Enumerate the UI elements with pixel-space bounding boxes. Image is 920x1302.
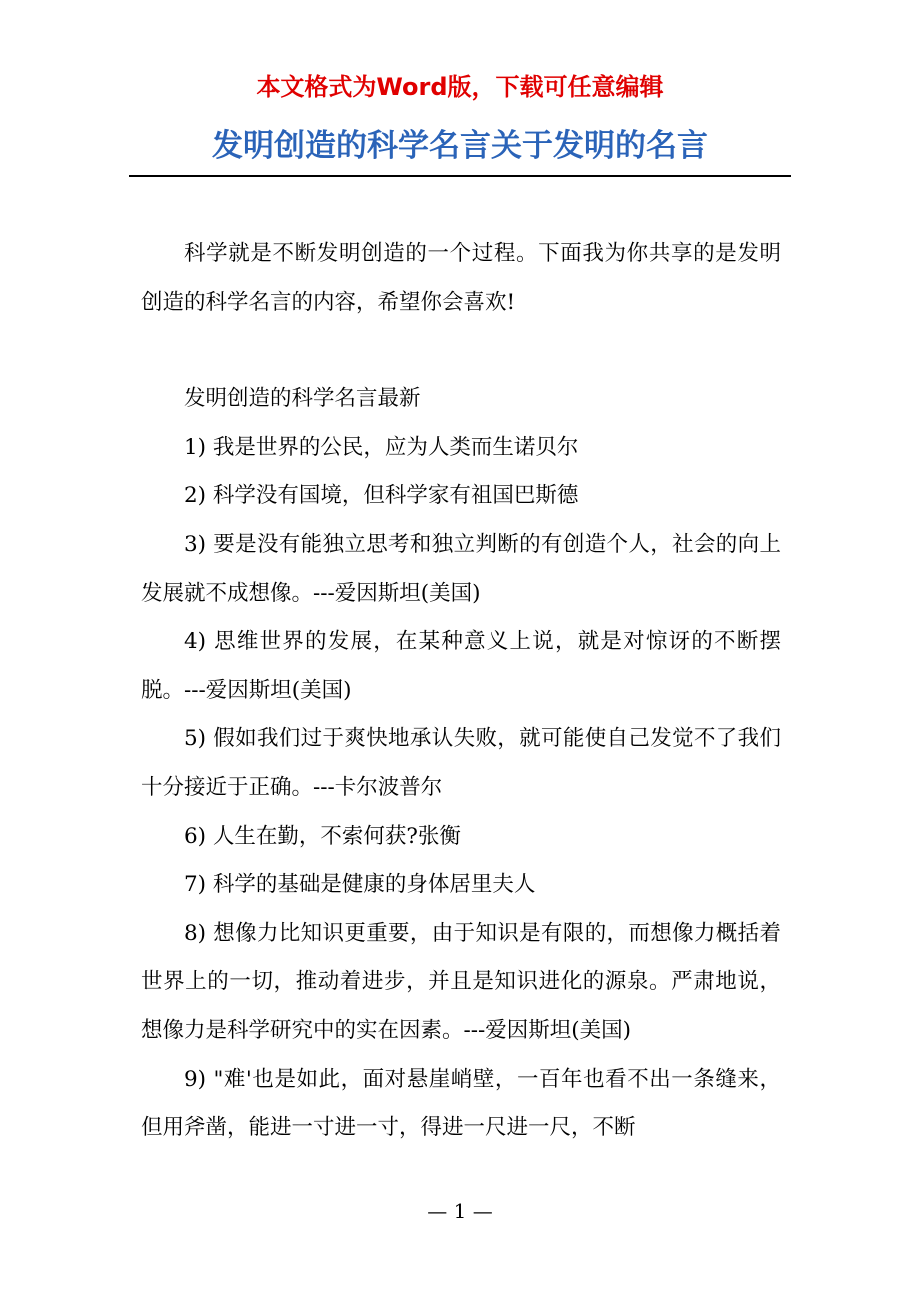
quote-item: 8) 想像力比知识更重要，由于知识是有限的，而想像力概括着世界上的一切，推动着进步，并且是知识进化的源泉。严肃地说，想像力是科学研究中的实在因素。---爱因斯坦(美国) [141, 920, 781, 1043]
page-number: — 1 — [427, 1199, 493, 1223]
title-divider [129, 175, 791, 177]
quote-item: 3) 要是没有能独立思考和独立判断的有创造个人，社会的向上发展就不成想像。---爱因斯坦(美国) [141, 531, 781, 606]
quote-item: 6) 人生在勤，不索何获?张衡 [184, 823, 461, 849]
intro-paragraph: 科学就是不断发明创造的一个过程。下面我为你共享的是发明创造的科学名言的内容，希望你会喜欢! [141, 241, 781, 315]
section-heading: 发明创造的科学名言最新 [184, 386, 421, 412]
quote-item: 7) 科学的基础是健康的身体居里夫人 [184, 872, 536, 898]
paragraph-spacer [141, 327, 781, 375]
format-notice: 本文格式为Word版，下载可任意编辑 [256, 73, 664, 101]
quote-item: 4) 思维世界的发展，在某种意义上说，就是对惊讶的不断摆脱。---爱因斯坦(美国) [141, 629, 781, 703]
quote-item: 9) "难'也是如此，面对悬崖峭壁，一百年也看不出一条缝来，但用斧凿，能进一寸进一寸，得进一尺进一尺，不断 [141, 1066, 781, 1141]
quote-item: 5) 假如我们过于爽快地承认失败，就可能使自己发觉不了我们十分接近于正确。---卡尔波普尔 [141, 726, 781, 800]
quote-item: 1) 我是世界的公民，应为人类而生诺贝尔 [184, 434, 579, 460]
quote-item: 2) 科学没有国境，但科学家有祖国巴斯德 [184, 483, 579, 509]
document-body [141, 230, 781, 1153]
document-title: 发明创造的科学名言关于发明的名言 [212, 128, 708, 164]
